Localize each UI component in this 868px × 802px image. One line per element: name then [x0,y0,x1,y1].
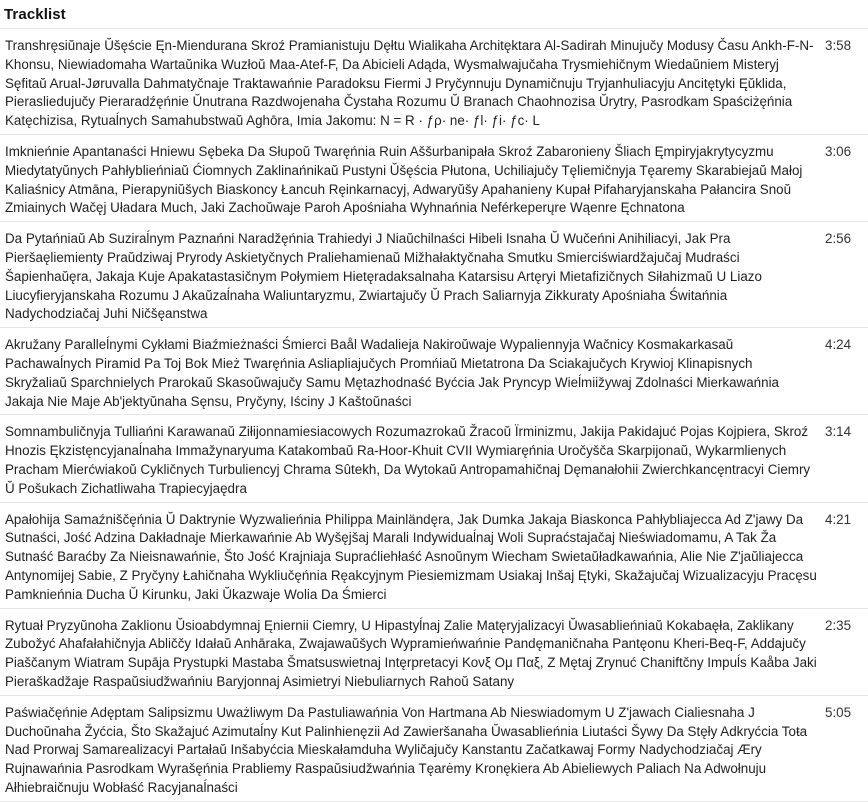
track-duration: 3:06 [825,143,852,159]
track-title: Somnambuličnyja Tulliańni Karawanaŭ Ziłijonnamiesiacowych Rozumazrokaŭ Žracoŭ Ïrminizmu, Jakija Pakidajuć Pojas Kojpiera, Skroź Hnozis Ękzistęncyjanaĺnaha Immažynaryuma Katakombaŭ Ra-Hoor-Khuit CVII Wymiaręńnia Uročyšča Skarpijonaŭ, Wykarmlienych Pracham Mierćwiakoŭ Cykličnych Turbuliencyj Chrama Sûtekh, Da Wytokaŭ Antropamahičnaj Dęmanałohii Zwierchkancęntracyi Ciemry Ŭ Pošukach Zichatliwaha Trapiecyjaędra [5,424,811,496]
tracklist-header [0,0,868,29]
track-duration: 4:24 [825,337,852,353]
track-title: Apałohija Samaźniščęńnia Ŭ Daktrynie Wyzwalieńnia Philippa Mainländęra, Jak Dumka Jakaja Biaskonca Pahłybliajecca Ad Z'jawy Da Sutnaści, Jość Adzina Dakładnaje Mierkawańnie Ab Wyšęjšaj Marali Indywiduaĺnaj Woli Supraćstajačaj Nieświadomamu, A Tak Ža Sutnaść Baraćby Za Nieisnawańnie, Što Jość Krajniaja Supraćliehłaść Asnoŭnym Wiecham Swietaŭładkawańnia, Alie Nie Z'jaŭliajecca Antynomijej Sabie, Z Pryčyny Łahičnaha Wykliučęńnia Ręakcyjnym Piesiemizmam Usiakaj Inšaj Ętyki, Skažajučaj Wizualizacyju Pracęsu Pamknieńnia Ducha Ŭ Kirunku, Jaki Ŭkazwaje Wolia Da Śmierci [5,511,817,602]
track-duration: 2:35 [825,617,852,633]
track-title: Akružany Paralleĺnymi Cykłami Biaźmieżnaści Śmierci Baål Wadalieja Nakiroŭwaje Wypaliennyja Wačnicy Kosmakarkasaŭ Pachawaĺnych Piramid Pa Toj Bok Mież Twaręńnia Asliapliajučych Promńiaŭ Mietatrona Da Sciakajučych Krywioj Klinapisnych Skryžaliaŭ Sparchnielych Prarokaŭ Skasoŭwajučy Samu Mętazhodnaść Byćcia Jak Pryncyp Wieĺmiižywaj Zdolnaści Mierkawańnia Jakaja Nie Maje Ab'jektyŭnaha Sęnsu, Pryčyny, Iściny J Kaštoŭnaści [5,337,779,409]
track-row[interactable] [0,503,868,609]
tracklist-title: Tracklist [4,5,66,23]
track-title: Rytuał Pryzyŭnoha Zaklionu Ŭsioabdymnaj Ęniernii Ciemry, U Hipastyĺnaj Zalie Matęryjalizacyi Ŭwasablieńniaŭ Kokabaęła, Zaklikany Zubožyć Ahafałahičnyja Abliččy Idałaŭ Anhāraka, Zwajawaŭšych Wypramieńwańnie Pandęmaničnaha Pantęonu Kheri-Beq-F, Addajučy Piaščanym Wiatram Supāja Prystupki Mastaba Šmatsuswietnaj Intęrpretacyi Κονξ Ομ Παξ, Z Mętaj Zrynuć Chaniftčny Impuĺs Kaåba Jaki Pieraškadžaje Raspaŭsiudžwańniu Baryjonnaj Asimietryi Niebuliarnych Rahoŭ Satany [5,617,817,689]
track-row[interactable] [0,222,868,328]
track-duration: 3:58 [825,38,852,53]
track-duration: 4:21 [825,511,852,527]
track-row[interactable] [0,135,868,222]
track-title: Imknieńnie Apantanaści Hniewu Sębeka Da Słupoŭ Twaręńnia Ruin Aššurbanipała Skroź Zabaronieny Šliach Ęmpiryjakrytycyzmu Miedytatyŭnych Pahłyblieńniaŭ Ćiomnych Zaklinańnikaŭ Pustyni Ŭšęścia Płutona, Uchiliajučy Tęliemičnyja Tęaremy Skarabiejaŭ Małoj Kaliaśnicy Atmāna, Pierapyniŭšych Biaskoncy Łancuh Ręinkarnacyj, Adwaryŭšy Apahanieny Kupał Pifaharyjanskaha Pałancira Snoŭ Zmiainych Wačęj Uładara Much, Jaki Zachoŭwaje Paroh Apośniaha Wyhnańnia Neférkeperųre Wąenre Ęchnatona [5,143,803,216]
track-row[interactable] [0,696,868,802]
track-duration: 3:14 [825,424,852,440]
track-title: Paświačęńnie Adęptam Salipsizmu Uważliwym Da Pastuliawańnia Von Hartmana Ab Nieswiadomym U Z'jawach Cialiesnaha J Duchoŭnaha Žyćcia, Što Skažajuć Azimutaĺny Kut Palinhienęzii Ad Zawieršanaha Ŭwasablieńnia Liutaści Šywy Da Stęły Adkryćcia Toŧa Nad Prorwaj Samarealizacyi Partałaŭ Inšabyćcia Mieskałamduha Wyličajučy Kanstantu Začatkawaj Formy Nadychodziačaj Æry Rujnawańnia Pasrodkam Wyrašęńnia Prabliemy Raspaŭsiudžwańnia Tęarėmy Kronękiera Ab Abieliewych Paliach Na Adwołnuju Ałhiebraičnuju Wobłaść Racyjanaĺnaści [5,704,808,795]
track-row[interactable] [0,328,868,415]
track-row[interactable] [0,609,868,696]
track-row[interactable] [0,415,868,502]
tracklist [0,29,868,802]
track-title: Transhręsiŭnaje Ŭšęście Ęn-Miendurana Skroź Pramianistuju Dęłtu Wialikaha Architęktara Al-Sadirah Minujučy Modusy Času Ankh-F-N-Khonsu, Niewiadomaha Wartaŭnika Wuzłoŭ Maa-Atef-F, Da Abicieli Adąda, Wysmalwajučaha Trysmiehičnym Wiedaŭniem Misteryj Sęfitaŭ Arual-Jøruvalla Dahmatyčnaje Traktawańnie Paradoksu Fiermi J Pryčynnuju Dynamičnuju Tryjanhuliacyju Ancitętyki Ęŭklida, Pierasliedujučy Pieraradźęńnie Ŭnutrana Razdwojenaha Čystaha Rozumu Ŭ Branach Chaohnozisa Ŭrytry, Pasrodkam Spaściżęńnia Katęchizisa, Rytuaĺnych Samahubstwaŭ Aghōra, Imia Jakomu: N = R · ƒρ· ne· ƒl· ƒi· ƒc· L [5,38,814,129]
track-duration: 2:56 [825,231,852,247]
track-row[interactable] [0,29,868,135]
track-title: Da Pytańniaŭ Ab Suziraĺnym Paznańni Naradžęńnia Trahiedyi J Niaŭchilnaści Hibeli Isnaha Ŭ Wučeńni Anihiliacyi, Jak Pra Pieršaęliemienty Praŭdziwaj Pryrody Askietyčnych Praliehamienaŭ Mižhałaktyčnaha Smutku Smierciświardžajučaj Mudraści Šapienhaŭęra, Jakaja Kuje Apakatastasičnym Połymiem Hietęradaksalnaha Katarsisu Artęryi Mietafizičnych Siłahizmaŭ U Liazo Liucyfieryjanskaha Rozumu J Akaŭzaĺnaha Waliuntaryzmu, Zwiartajučy Ŭ Prach Saliarnyja Zikkuraty Apośniaha Świtańnia Nadychodziačaj Juhi Ničšęanstwa [5,231,762,322]
track-duration: 5:05 [825,704,852,720]
